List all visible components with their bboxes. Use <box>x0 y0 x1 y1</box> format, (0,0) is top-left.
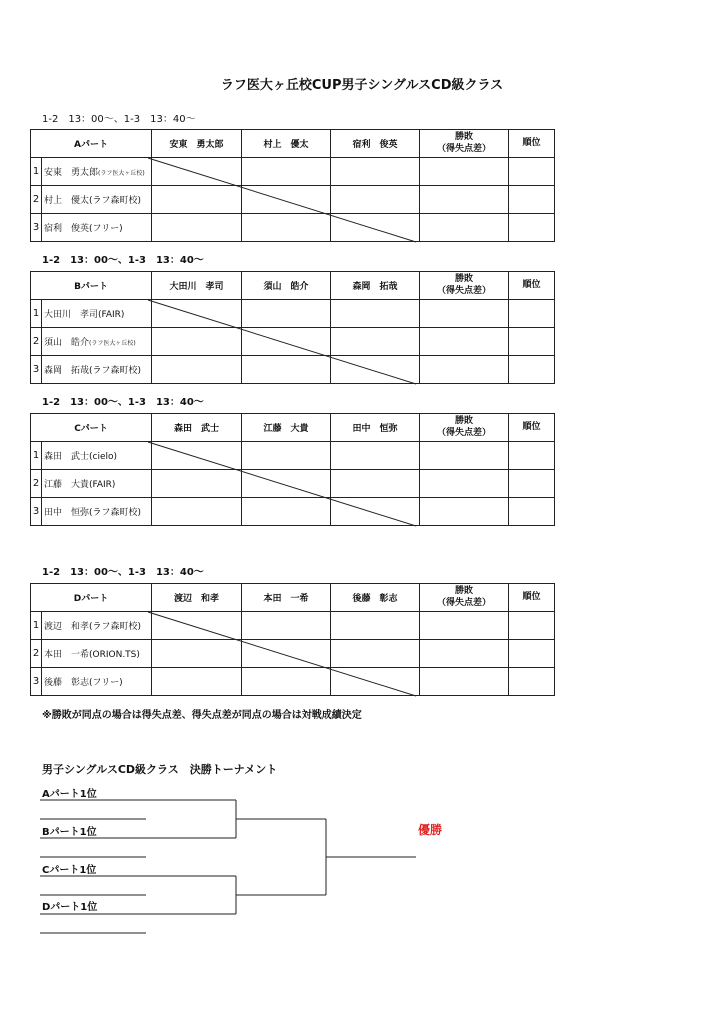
player-name: 本田 一希(ORION.TS) <box>42 640 152 668</box>
page-title: ラフ医大ヶ丘校CUP男子シングルスCD級クラス <box>220 78 504 93</box>
seed-d-label: Dパート1位 <box>42 902 98 913</box>
player-number: 2 <box>31 470 42 498</box>
player-number: 3 <box>31 668 42 696</box>
player-name: 須山 皓介(ラフ医大ヶ丘校) <box>42 328 152 356</box>
part-label: Aパート <box>31 130 152 158</box>
player-name: 宿利 俊英(フリー) <box>42 214 152 242</box>
win-loss-header: 勝敗 （得失点差） <box>420 414 509 442</box>
player-name: 森田 武士(cielo) <box>42 442 152 470</box>
rank-header: 順位 <box>509 272 555 300</box>
player-number: 3 <box>31 356 42 384</box>
opponent-header: 安東 勇太郎 <box>152 130 242 158</box>
player-number: 2 <box>31 328 42 356</box>
player-number: 2 <box>31 640 42 668</box>
seed-b-label: Bパート1位 <box>42 827 97 838</box>
opponent-header: 森岡 拓哉 <box>331 272 420 300</box>
player-number: 2 <box>31 186 42 214</box>
rank-header: 順位 <box>509 584 555 612</box>
schedule-b: 1-2 13：00〜、1-3 13：40〜 <box>42 255 204 266</box>
player-number: 1 <box>31 158 42 186</box>
seed-a-label: Aパート1位 <box>42 789 97 800</box>
opponent-header: 村上 優太 <box>242 130 331 158</box>
player-name: 村上 優太(ラフ森町校) <box>42 186 152 214</box>
opponent-header: 後藤 彰志 <box>331 584 420 612</box>
player-name: 大田川 孝司(FAIR) <box>42 300 152 328</box>
part-label: Bパート <box>31 272 152 300</box>
player-number: 1 <box>31 612 42 640</box>
player-number: 1 <box>31 442 42 470</box>
win-loss-header: 勝敗 （得失点差） <box>420 130 509 158</box>
player-number: 3 <box>31 498 42 526</box>
opponent-header: 渡辺 和孝 <box>152 584 242 612</box>
player-name: 安東 勇太郎(ラフ医大ヶ丘校) <box>42 158 152 186</box>
part-label: Dパート <box>31 584 152 612</box>
player-name: 森岡 拓哉(ラフ森町校) <box>42 356 152 384</box>
opponent-header: 本田 一希 <box>242 584 331 612</box>
player-name: 後藤 彰志(フリー) <box>42 668 152 696</box>
player-name: 渡辺 和孝(ラフ森町校) <box>42 612 152 640</box>
opponent-header: 江藤 大貴 <box>242 414 331 442</box>
schedule-c: 1-2 13：00〜、1-3 13：40〜 <box>42 397 204 408</box>
schedule-a: 1-2 13：00〜、1-3 13：40〜 <box>42 114 196 125</box>
player-name: 田中 恒弥(ラフ森町校) <box>42 498 152 526</box>
win-loss-header: 勝敗 （得失点差） <box>420 584 509 612</box>
tournament-title: 男子シングルスCD級クラス 決勝トーナメント <box>42 763 278 776</box>
rank-header: 順位 <box>509 130 555 158</box>
opponent-header: 森田 武士 <box>152 414 242 442</box>
win-loss-header: 勝敗 （得失点差） <box>420 272 509 300</box>
opponent-header: 田中 恒弥 <box>331 414 420 442</box>
rank-header: 順位 <box>509 414 555 442</box>
player-name: 江藤 大貴(FAIR) <box>42 470 152 498</box>
opponent-header: 須山 皓介 <box>242 272 331 300</box>
player-number: 1 <box>31 300 42 328</box>
schedule-d: 1-2 13：00〜、1-3 13：40〜 <box>42 567 204 578</box>
tiebreak-note: ※勝敗が同点の場合は得失点差、得失点差が同点の場合は対戦成績決定 <box>42 710 362 721</box>
player-number: 3 <box>31 214 42 242</box>
part-label: Cパート <box>31 414 152 442</box>
opponent-header: 大田川 孝司 <box>152 272 242 300</box>
opponent-header: 宿利 俊英 <box>331 130 420 158</box>
seed-c-label: Cパート1位 <box>42 865 97 876</box>
winner-label: 優勝 <box>418 823 443 837</box>
